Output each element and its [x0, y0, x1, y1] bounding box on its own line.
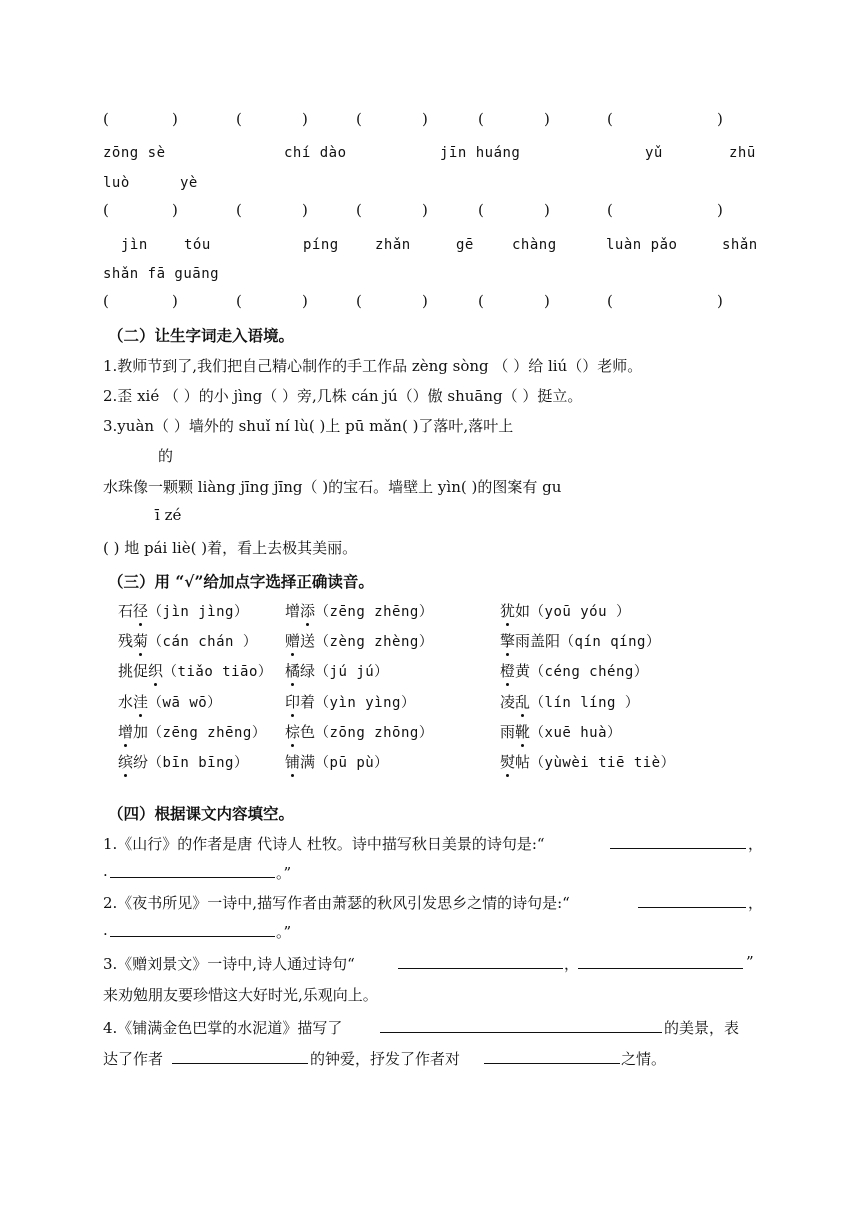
pinyin-options[interactable]: （lín líng ）: [530, 695, 640, 711]
answer-blank[interactable]: [610, 834, 746, 849]
bracket-open: (: [356, 201, 362, 219]
pinyin-options[interactable]: （qín qíng）: [560, 634, 661, 650]
section-title: （四）根据课文内容填空。: [108, 804, 295, 823]
dotted-char: 添: [300, 602, 316, 620]
bracket-close: ): [422, 110, 428, 128]
question-text: .: [103, 862, 108, 880]
word-char: 水: [118, 693, 134, 711]
pinyin-word: shǎn: [722, 237, 758, 253]
pinyin-options[interactable]: （jìn jìng）: [148, 604, 249, 620]
pinyin-word: yǔ: [645, 145, 663, 161]
pinyin-options[interactable]: （zēng zhēng）: [315, 604, 434, 620]
question-text: 。”: [276, 864, 292, 882]
question-text: 2.歪 xié （ ）的小 jìng（ ）旁,几株 cán jú（）傲 shuāng（ ）挺立。: [103, 387, 583, 405]
question-text: 4.《铺满金色巴掌的水泥道》描写了: [103, 1019, 343, 1037]
pronunciation-item: [500, 600, 630, 621]
dotted-char: 径: [133, 602, 149, 620]
pronunciation-item: [118, 600, 248, 621]
pinyin-word: luàn pǎo: [606, 237, 678, 253]
word-char: 石: [118, 602, 134, 620]
dotted-char: 乱: [515, 693, 531, 711]
bracket-open: (: [356, 292, 362, 310]
question-text: 的美景，表: [664, 1019, 740, 1037]
pinyin-options[interactable]: （zēng zhēng）: [148, 725, 267, 741]
dotted-char: 犹: [500, 602, 516, 620]
dotted-char: 靴: [515, 723, 531, 741]
dotted-char: 菊: [133, 632, 149, 650]
bracket-close: ): [302, 110, 308, 128]
pronunciation-item: [118, 751, 248, 772]
answer-blank[interactable]: [110, 863, 275, 878]
pronunciation-item: [285, 691, 415, 712]
word-char: 送: [300, 632, 316, 650]
pronunciation-item: [285, 600, 433, 621]
bracket-open: (: [607, 110, 613, 128]
bracket-open: (: [103, 292, 109, 310]
pinyin-word: jìn: [121, 237, 148, 253]
question-text: ( ) 地 pái liè( )着，看上去极其美丽。: [103, 539, 358, 557]
dotted-char: 熨: [500, 753, 516, 771]
dotted-char: 橙: [500, 662, 516, 680]
pinyin-options[interactable]: （bīn bīng）: [148, 755, 249, 771]
bracket-open: (: [607, 201, 613, 219]
answer-blank[interactable]: [578, 954, 743, 969]
pinyin-word: zhǎn: [375, 237, 411, 253]
dotted-char: 铺: [285, 753, 301, 771]
answer-blank[interactable]: [484, 1049, 620, 1064]
pinyin-word: píng: [303, 237, 339, 253]
word-char: 增: [285, 602, 301, 620]
word-char: 雨: [500, 723, 516, 741]
pinyin-word: zhū: [729, 145, 756, 161]
pronunciation-item: [500, 721, 622, 742]
pronunciation-item: [500, 630, 660, 651]
word-char: 色: [300, 723, 316, 741]
question-text: .: [103, 921, 108, 939]
dotted-char: 赠: [285, 632, 301, 650]
bracket-close: ): [717, 292, 723, 310]
bracket-close: ): [544, 110, 550, 128]
pinyin-options[interactable]: （céng chéng）: [530, 664, 649, 680]
question-text: 之情。: [621, 1050, 667, 1068]
pronunciation-item: [118, 660, 272, 681]
pinyin-options[interactable]: （yoū yóu ）: [530, 604, 631, 620]
dotted-char: 缤: [118, 753, 134, 771]
pinyin-options[interactable]: （pū pù）: [315, 755, 389, 771]
pinyin-word: tóu: [184, 237, 211, 253]
bracket-open: (: [478, 201, 484, 219]
pronunciation-item: [500, 660, 648, 681]
section-title: （三）用 “√”给加点字选择正确读音。: [108, 572, 374, 591]
pinyin-options[interactable]: （zōng zhōng）: [315, 725, 434, 741]
pinyin-word: zōng sè: [103, 145, 166, 161]
pinyin-word: chí dào: [284, 145, 347, 161]
question-text: 的钟爱，抒发了作者对: [310, 1050, 461, 1068]
pinyin-options[interactable]: （jú jú）: [315, 664, 389, 680]
dotted-char: 擎: [500, 632, 516, 650]
question-text: 2.《夜书所见》一诗中,描写作者由萧瑟的秋风引发思乡之情的诗句是:“: [103, 894, 570, 912]
pinyin-options[interactable]: （cán chán ）: [148, 634, 258, 650]
question-text: 来劝勉朋友要珍惜这大好时光,乐观向上。: [103, 986, 378, 1004]
bracket-open: (: [478, 292, 484, 310]
question-text: 的: [158, 447, 174, 465]
pronunciation-item: [500, 751, 675, 772]
question-text: 3.yuàn（ ）墙外的 shuǐ ní lù( )上 pū mǎn( )了落叶,落叶上: [103, 417, 514, 435]
answer-blank[interactable]: [380, 1018, 662, 1033]
question-text: 达了作者: [103, 1050, 164, 1068]
word-char: 纷: [133, 753, 149, 771]
dotted-char: 洼: [133, 693, 149, 711]
pinyin-options[interactable]: （zèng zhèng）: [315, 634, 434, 650]
bracket-open: (: [236, 292, 242, 310]
bracket-open: (: [103, 201, 109, 219]
word-char: 着: [300, 693, 316, 711]
question-text: 1.教师节到了,我们把自己精心制作的手工作品 zèng sòng （ ）给 liú（）老师。: [103, 357, 643, 375]
answer-blank[interactable]: [110, 922, 275, 937]
question-text: 3.《赠刘景文》一诗中,诗人通过诗句“: [103, 955, 355, 973]
bracket-close: ): [717, 110, 723, 128]
pinyin-word: shǎn fā guāng: [103, 266, 220, 282]
bracket-open: (: [236, 110, 242, 128]
bracket-close: ): [422, 292, 428, 310]
pinyin-word: chàng: [512, 237, 557, 253]
pronunciation-item: [285, 630, 433, 651]
dotted-char: 橘: [285, 662, 301, 680]
pinyin-options[interactable]: （tiǎo tiāo）: [163, 664, 273, 680]
question-text: 。”: [276, 923, 292, 941]
pinyin-options[interactable]: （xuē huà）: [530, 725, 622, 741]
bracket-open: (: [356, 110, 362, 128]
dotted-char: 印: [285, 693, 301, 711]
bracket-close: ): [544, 201, 550, 219]
answer-blank[interactable]: [172, 1049, 308, 1064]
word-char: 满: [300, 753, 316, 771]
pinyin-word: gē: [456, 237, 474, 253]
word-char: 帖: [515, 753, 531, 771]
dotted-char: 增: [118, 723, 134, 741]
word-char: 挑促: [118, 662, 149, 680]
bracket-close: ): [302, 201, 308, 219]
pronunciation-item: [285, 751, 389, 772]
bracket-close: ): [172, 201, 178, 219]
word-char: 黄: [515, 662, 531, 680]
section-title: （二）让生字词走入语境。: [108, 326, 295, 345]
pronunciation-item: [500, 691, 639, 712]
pronunciation-item: [118, 630, 257, 651]
bracket-close: ): [302, 292, 308, 310]
bracket-close: ): [717, 201, 723, 219]
bracket-open: (: [103, 110, 109, 128]
word-char: 绿: [300, 662, 316, 680]
pronunciation-item: [118, 691, 222, 712]
question-text: ，: [748, 835, 764, 853]
pinyin-word: yè: [180, 175, 198, 191]
bracket-open: (: [478, 110, 484, 128]
word-char: 加: [133, 723, 149, 741]
pinyin-word: luò: [103, 175, 130, 191]
word-char: 残: [118, 632, 134, 650]
pronunciation-item: [118, 721, 266, 742]
pronunciation-item: [285, 721, 433, 742]
answer-blank[interactable]: [638, 893, 746, 908]
word-char: 雨盖阳: [515, 632, 561, 650]
bracket-close: ): [422, 201, 428, 219]
question-text: ī zé: [155, 506, 182, 524]
dotted-char: 织: [148, 662, 164, 680]
bracket-open: (: [236, 201, 242, 219]
dotted-char: 棕: [285, 723, 301, 741]
question-text: ”: [746, 953, 754, 971]
pronunciation-item: [285, 660, 389, 681]
bracket-close: ): [172, 110, 178, 128]
bracket-open: (: [607, 292, 613, 310]
question-text: ，: [564, 955, 580, 973]
pinyin-options[interactable]: （yùwèi tiē tiè）: [530, 755, 676, 771]
pinyin-word: jīn huáng: [440, 145, 521, 161]
pinyin-options[interactable]: （yìn yìng）: [315, 695, 416, 711]
answer-blank[interactable]: [398, 954, 563, 969]
word-char: 凌: [500, 693, 516, 711]
question-text: 1.《山行》的作者是唐 代诗人 杜牧。诗中描写秋日美景的诗句是:“: [103, 835, 545, 853]
question-text: ，: [748, 894, 764, 912]
pinyin-options[interactable]: （wā wō）: [148, 695, 222, 711]
word-char: 如: [515, 602, 531, 620]
question-text: 水珠像一颗颗 liàng jīng jīng（ )的宝石。墙壁上 yìn( )的图案有 gu: [103, 478, 562, 496]
bracket-close: ): [172, 292, 178, 310]
bracket-close: ): [544, 292, 550, 310]
